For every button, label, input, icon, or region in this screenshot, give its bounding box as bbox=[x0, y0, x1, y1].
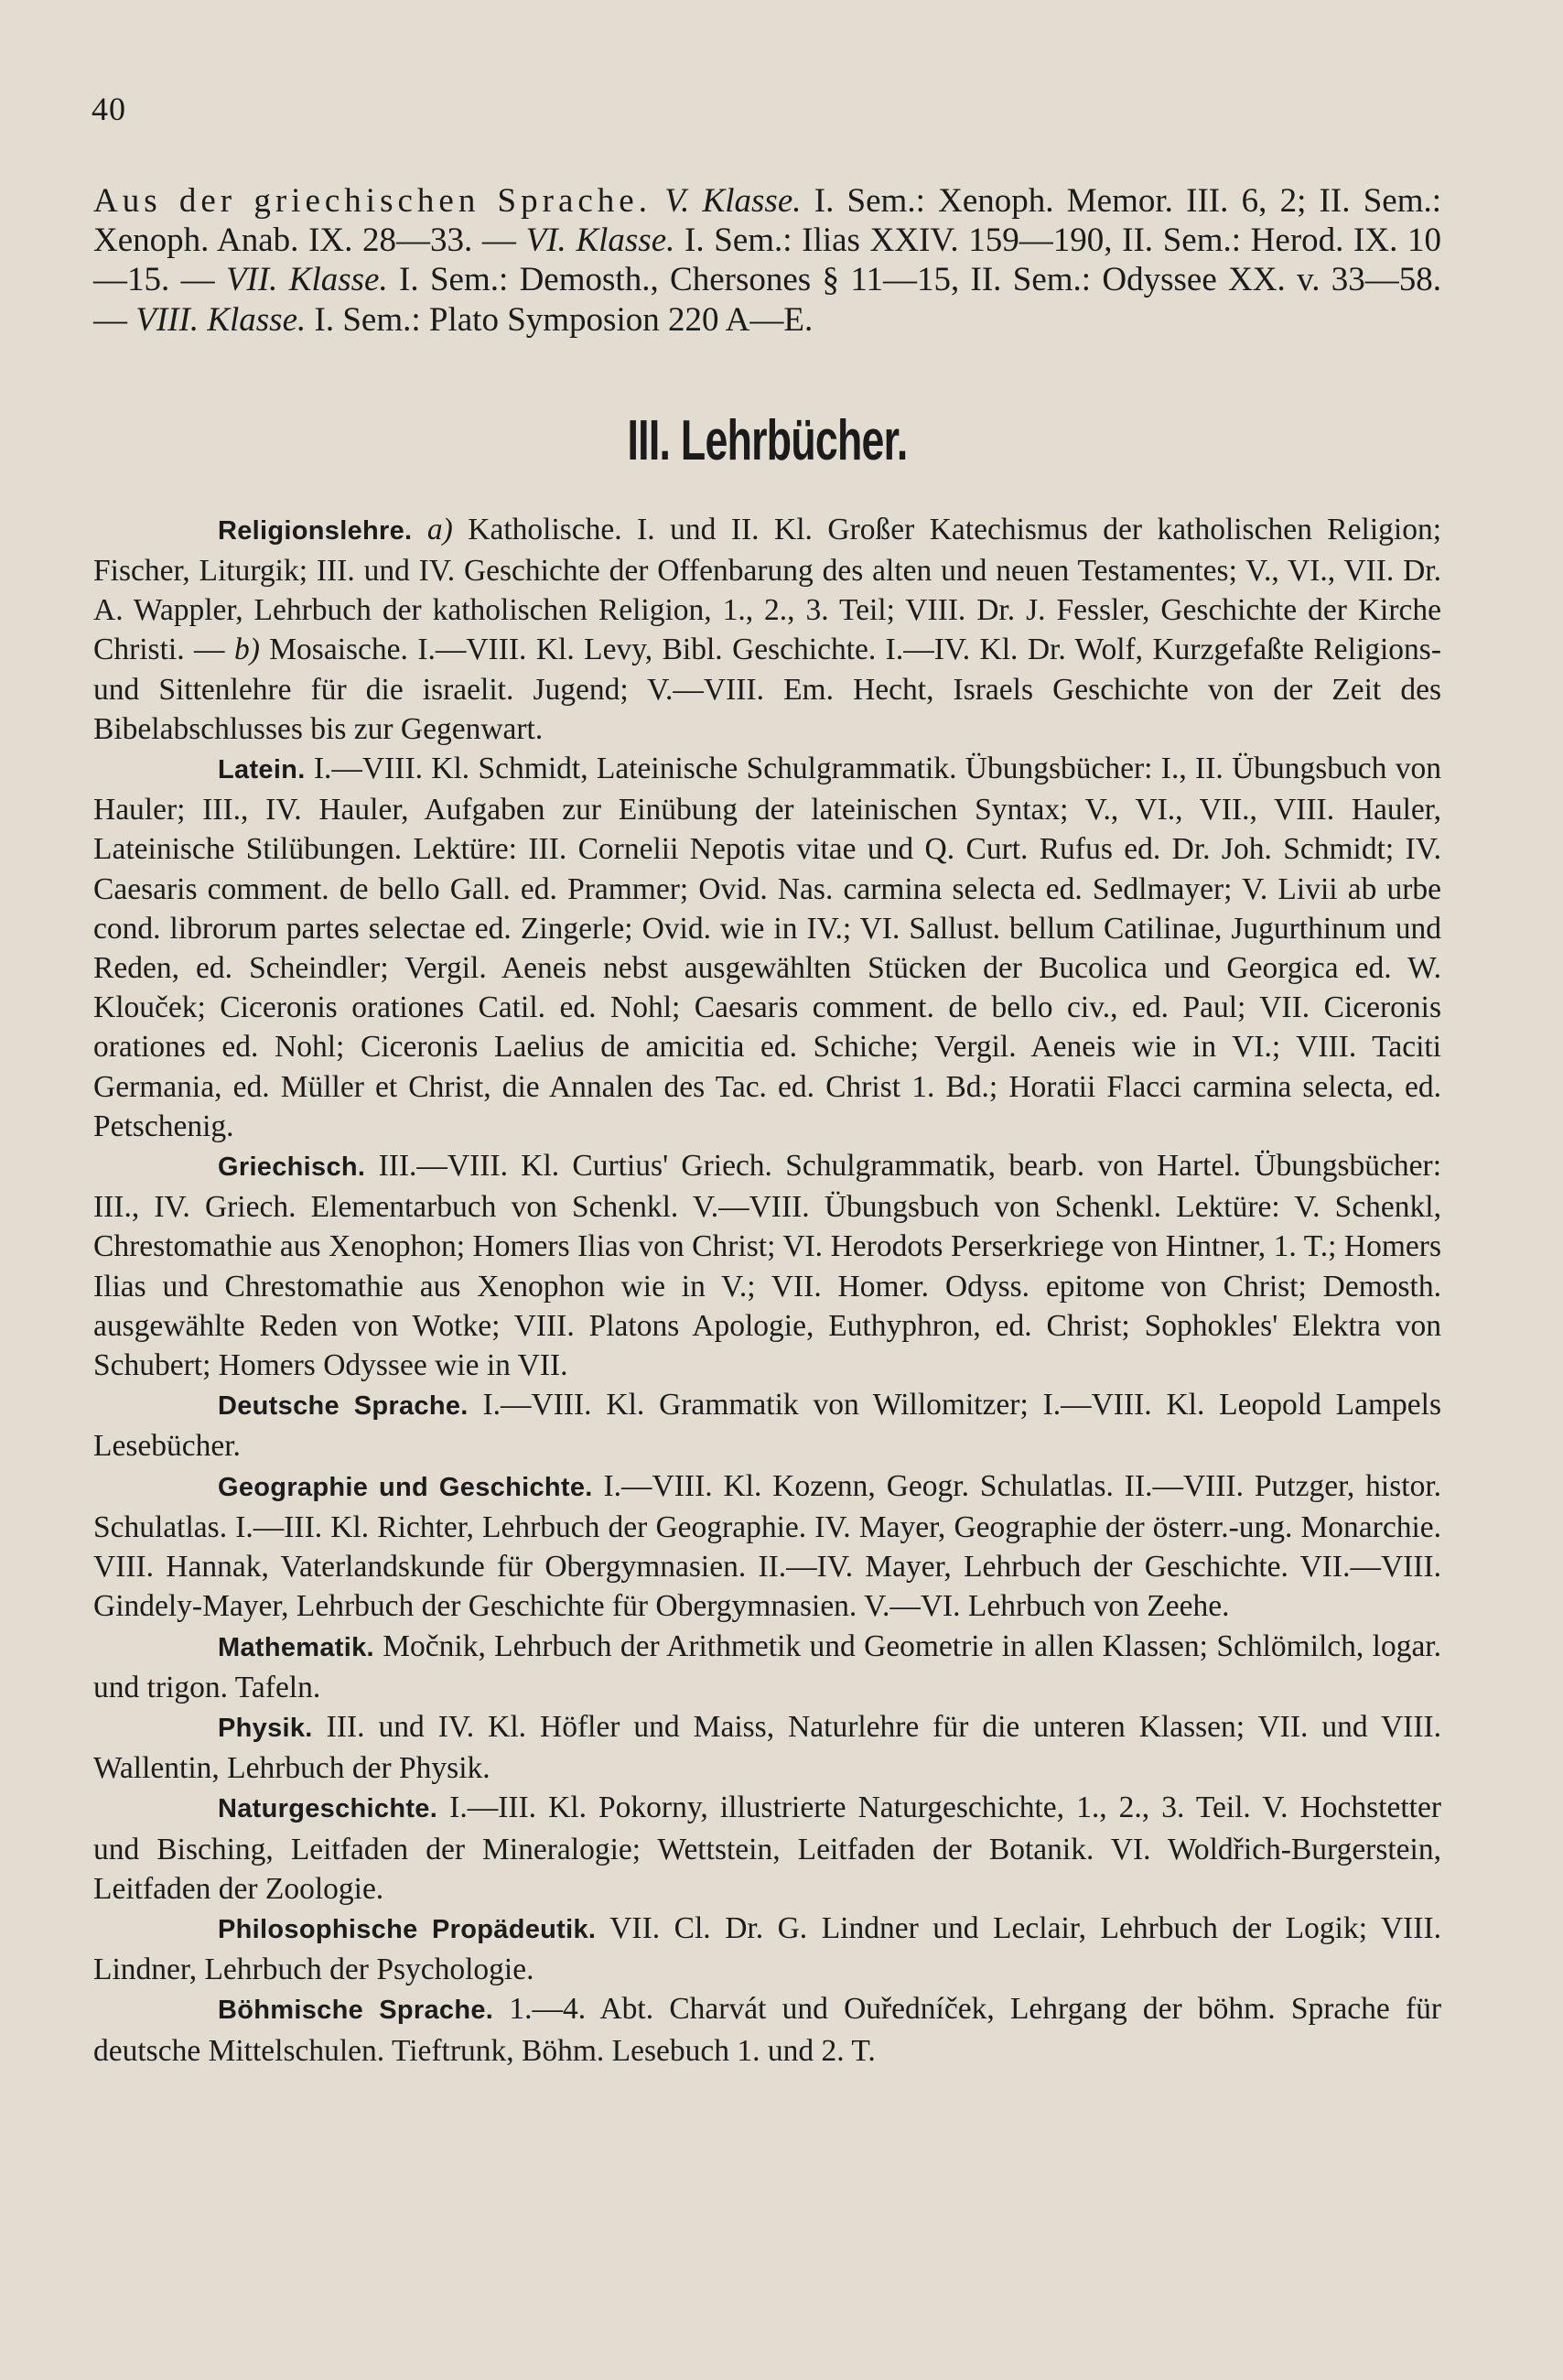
klasse-vii-text: I. Sem.: Demosth., Chersones § 11—15, II. Sem.: Odyssee XX. v. 33—58. — bbox=[93, 261, 1442, 339]
klasse-vi-text: I. Sem.: Ilias XXIV. 159—190, II. Sem.: Herod. IX. 10—15. — bbox=[93, 222, 1441, 299]
textbook-list bbox=[93, 510, 1441, 2071]
entry-text: I.—VIII. Kl. Kozenn, Geogr. Schulatlas. II.—VIII. Putzger, histor. Schulatlas. I.—III. Kl. Richter, Lehrbuch der Geographie. IV. Mayer, Geographie der österr.-ung. Monarchie. VIII. Hannak, Vaterlandskunde für Obergymnasien. II.—IV. Mayer, Lehrbuch der Geschichte. VII.—VIII. Gindely-Mayer, Lehrbuch der Geschichte für Obergymnasien. V.—VI. Lehrbuch von Zeehe. bbox=[93, 1468, 1441, 1624]
entry-heading: Religionslehre. bbox=[218, 515, 413, 546]
entry-text-b: Mosaische. I.—VIII. Kl. Levy, Bibl. Geschichte. I.—IV. Kl. Dr. Wolf, Kurzgefaßte Religions- und Sittenlehre für die israelit. Jugend; V.—VIII. Em. Hecht, Israels Geschichte von der Zeit des Bibelabschlusses bis zur Gegenwart. bbox=[93, 633, 1442, 746]
page-body bbox=[93, 181, 1441, 2071]
entry-heading: Philosophische Propädeutik. bbox=[218, 1914, 597, 1944]
entry-heading: Deutsche Sprache. bbox=[218, 1391, 469, 1422]
entry-text: I.—III. Kl. Pokorny, illustrierte Naturgeschichte, 1., 2., 3. Teil. V. Hochstetter und Bisching, Leitfaden der Mineralogie; Wettstein, Leitfaden der Botanik. VI. Woldřich-Burgerstein, Leitfaden der Zoologie. bbox=[93, 1790, 1442, 1906]
entry-text: 1.—4. Abt. Charvát und Ouředníček, Lehrgang der böhm. Sprache für deutsche Mittelschulen. Tieftrunk, Böhm. Lesebuch 1. und 2. T. bbox=[93, 1992, 1442, 2068]
entry-text: III. und IV. Kl. Höfler und Maiss, Naturlehre für die unteren Klassen; VII. und VIII. Wallentin, Lehrbuch der Physik. bbox=[93, 1709, 1442, 1786]
entry-philosophische-propaedeutik bbox=[93, 1909, 1441, 1989]
entry-heading: Böhmische Sprache. bbox=[218, 1996, 494, 2026]
section-title: III. Lehrbücher. bbox=[627, 408, 908, 472]
entry-heading: Latein. bbox=[218, 755, 306, 785]
klasse-v-text: I. Sem.: Xenoph. Memor. III. 6, 2; II. Sem.: Xenoph. Anab. IX. 28—33. — bbox=[93, 182, 1442, 260]
entry-religionslehre bbox=[93, 510, 1441, 749]
entry-text: VII. Cl. Dr. G. Lindner und Leclair, Lehrbuch der Logik; VIII. Lindner, Lehrbuch der Psychologie. bbox=[93, 1910, 1441, 1987]
entry-heading: Mathematik. bbox=[218, 1632, 374, 1662]
entry-griechisch bbox=[93, 1146, 1441, 1385]
entry-heading: Naturgeschichte. bbox=[218, 1794, 438, 1824]
entry-text: Močnik, Lehrbuch der Arithmetik und Geometrie in allen Klassen; Schlömilch, logar. und trigon. Tafeln. bbox=[93, 1628, 1441, 1704]
klasse-viii-label: VIII. Klasse. bbox=[135, 300, 307, 339]
entry-text: I.—VIII. Kl. Grammatik von Willomitzer; I.—VIII. Kl. Leopold Lampels Lesebücher. bbox=[93, 1388, 1441, 1464]
entry-geographie-geschichte bbox=[93, 1466, 1441, 1627]
entry-text: III.—VIII. Kl. Curtius' Griech. Schulgrammatik, bearb. von Hartel. Übungsbücher: III., IV. Griech. Elementarbuch von Schenkl. V.—VIII. Übungsbuch von Schenkl. Lektüre: V. Schenkl, Chrestomathie aus Xenophon; Homers Ilias von Christ; VI. Herodots Perserkriege von Hintner, 1. T.; Homers Ilias und Chrestomathie aus Xenophon wie in V.; VII. Homer. Odyss. epitome von Christ; Demosth. ausgewählte Reden von Wotke; VIII. Platons Apologie, Euthyphron, ed. Christ; Sophokles' Elektra von Schubert; Homers Odyssee wie in VII. bbox=[93, 1149, 1442, 1383]
entry-marker-a: a) bbox=[426, 512, 453, 546]
klasse-vi-label: VI. Klasse. bbox=[525, 222, 675, 260]
entry-heading: Geographie und Geschichte. bbox=[218, 1472, 593, 1502]
klasse-vii-label: VII. Klasse. bbox=[225, 261, 388, 299]
entry-physik bbox=[93, 1707, 1441, 1788]
entry-heading: Physik. bbox=[218, 1713, 313, 1743]
entry-deutsche-sprache bbox=[93, 1385, 1441, 1466]
greek-reading-label: Aus der griechischen Sprache. bbox=[93, 182, 652, 220]
entry-naturgeschichte bbox=[93, 1788, 1441, 1909]
entry-boehmische-sprache bbox=[93, 1989, 1441, 2070]
greek-reading-paragraph bbox=[93, 181, 1441, 340]
page-number: 40 bbox=[92, 91, 126, 127]
klasse-viii-text: I. Sem.: Plato Symposion 220 A—E. bbox=[314, 300, 814, 339]
entry-text-a: Katholische. I. und II. Kl. Großer Katechismus der katholischen Religion; Fischer, Liturgik; III. und IV. Geschichte der Offenbarung des alten und neuen Testamentes; V., VI., VII. Dr. A. Wappler, Lehrbuch der katholischen Religion, 1., 2., 3. Teil; VIII. Dr. J. Fessler, Geschichte der Kirche Christi. — bbox=[93, 512, 1442, 667]
entry-marker-b: b) bbox=[233, 633, 260, 667]
klasse-v-label: V. Klasse. bbox=[664, 182, 802, 220]
entry-text: I.—VIII. Kl. Schmidt, Lateinische Schulgrammatik. Übungsbücher: I., II. Übungsbuch von Hauler; III., IV. Hauler, Aufgaben zur Einübung der lateinischen Syntax; V., VI., VII., VIII. Hauler, Lateinische Stilübungen. Lektüre: III. Cornelii Nepotis vitae und Q. Curt. Rufus ed. Dr. Joh. Schmidt; IV. Caesaris comment. de bello Gall. ed. Prammer; Ovid. Nas. carmina selecta ed. Sedlmayer; V. Livii ab urbe cond. librorum partes selectae ed. Zingerle; Ovid. wie in IV.; VI. Sallust. bellum Catilinae, Jugurthinum und Reden, ed. Scheindler; Vergil. Aeneis nebst ausgewählten Stücken der Bucolica und Georgica ed. W. Klouček; Ciceronis orationes Catil. ed. Nohl; Caesaris comment. de bello civ., ed. Paul; VII. Ciceronis orationes ed. Nohl; Ciceronis Laelius de amicitia ed. Schiche; Vergil. Aeneis wie in VI.; VIII. Taciti Germania, ed. Müller et Christ, die Annalen des Tac. ed. Christ 1. Bd.; Horatii Flacci carmina selecta, ed. Petschenig. bbox=[93, 752, 1442, 1143]
entry-latein bbox=[93, 749, 1441, 1146]
entry-mathematik bbox=[93, 1627, 1441, 1707]
entry-heading: Griechisch. bbox=[218, 1152, 366, 1183]
